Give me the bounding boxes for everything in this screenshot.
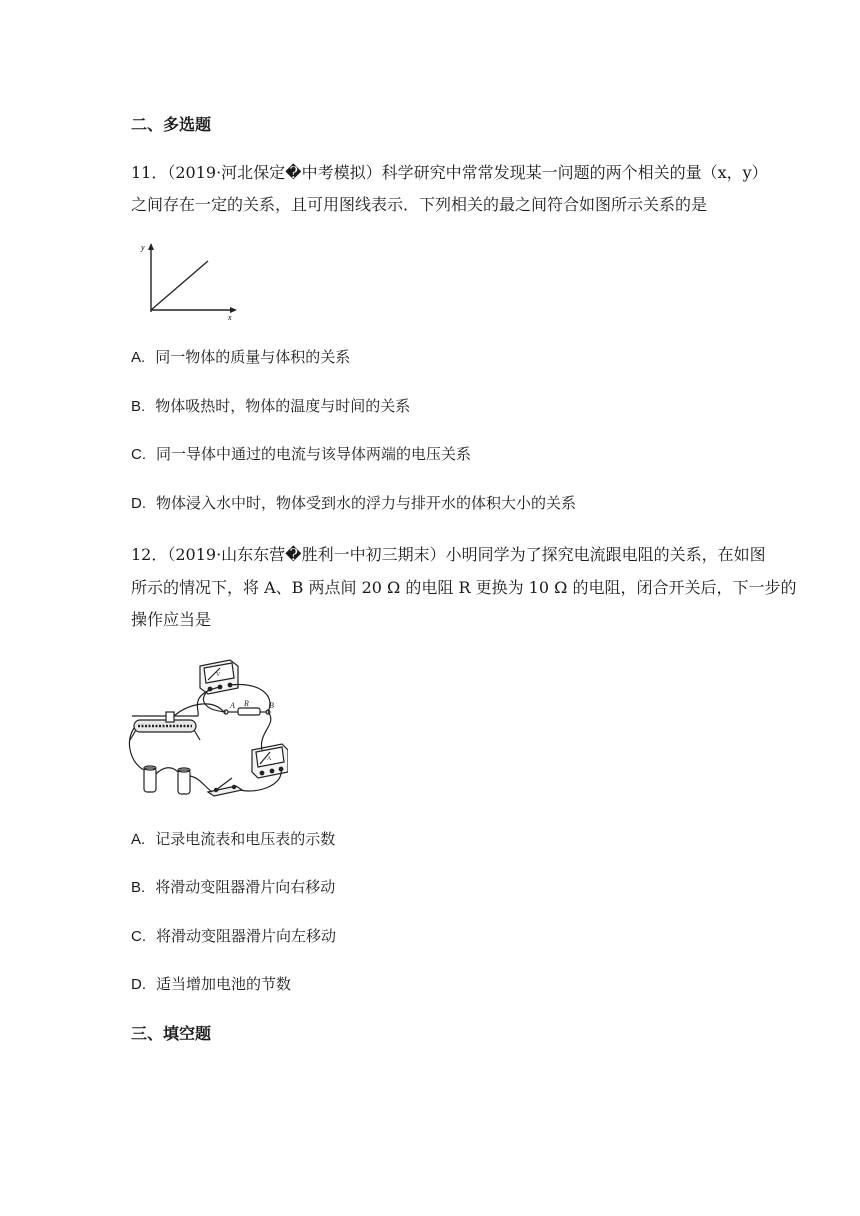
q11-option-b[interactable] [131, 395, 410, 416]
option-text: 物体吸热时，物体的温度与时间的关系 [155, 397, 411, 415]
option-letter: D. [131, 495, 146, 512]
y-axis-label: y [141, 243, 145, 252]
option-text: 将滑动变阻器滑片向右移动 [155, 878, 336, 896]
switch [208, 778, 242, 796]
circuit-figure [128, 654, 288, 804]
option-letter: C. [131, 446, 146, 463]
linear-graph-figure [138, 240, 248, 322]
sliding-rheostat [130, 712, 200, 740]
y-axis-arrow [148, 243, 154, 250]
question-12-text-line-2: 所示的情况下，将 A、B 两点间 20 Ω 的电阻 R 更换为 10 Ω 的电阻，闭合开关后，下一步的 [131, 578, 797, 597]
question-12-text-line-3: 操作应当是 [131, 610, 212, 629]
option-letter: B. [131, 398, 146, 415]
point-b-label: B [269, 701, 274, 710]
ammeter-label: A [267, 756, 272, 762]
q12-option-b[interactable] [131, 876, 335, 897]
q11-option-c[interactable] [131, 443, 471, 464]
option-letter: D. [131, 976, 146, 993]
option-text: 同一物体的质量与体积的关系 [155, 348, 351, 366]
proportional-line [151, 261, 208, 310]
option-letter: C. [131, 928, 146, 945]
option-letter: A. [131, 831, 146, 848]
section-title-fill-in-blank: 三、填空题 [131, 1024, 212, 1043]
option-text: 将滑动变阻器滑片向左移动 [156, 927, 337, 945]
q12-option-a[interactable] [131, 828, 335, 849]
option-letter: B. [131, 879, 146, 896]
resistor-r-label: R [244, 699, 249, 708]
section-title-multiple-choice: 二、多选题 [131, 115, 212, 134]
question-12-text-line-1: 12．（2019·山东东营�胜利一中初三期末）小明同学为了探究电流跟电阻的关系，在如图 [131, 545, 766, 564]
option-text: 物体浸入水中时，物体受到水的浮力与排开水的体积大小的关系 [156, 494, 577, 512]
option-letter: A. [131, 349, 146, 366]
question-11-text-line-1: 11．（2019·河北保定�中考模拟）科学研究中常常发现某一问题的两个相关的量（x，y） [131, 163, 768, 182]
option-text: 记录电流表和电压表的示数 [155, 830, 336, 848]
point-a-label: A [230, 701, 235, 710]
q11-option-d[interactable] [131, 492, 576, 513]
q11-option-a[interactable] [131, 346, 350, 367]
option-text: 适当增加电池的节数 [156, 975, 292, 993]
voltmeter-label: V [216, 672, 221, 678]
q12-option-c[interactable] [131, 925, 336, 946]
q12-option-d[interactable] [131, 973, 291, 994]
option-text: 同一导体中通过的电流与该导体两端的电压关系 [156, 445, 472, 463]
battery-pair [144, 766, 190, 794]
question-11-text-line-2: 之间存在一定的关系，且可用图线表示．下列相关的最之间符合如图所示关系的是 [131, 195, 708, 214]
x-axis-label: x [228, 313, 232, 322]
